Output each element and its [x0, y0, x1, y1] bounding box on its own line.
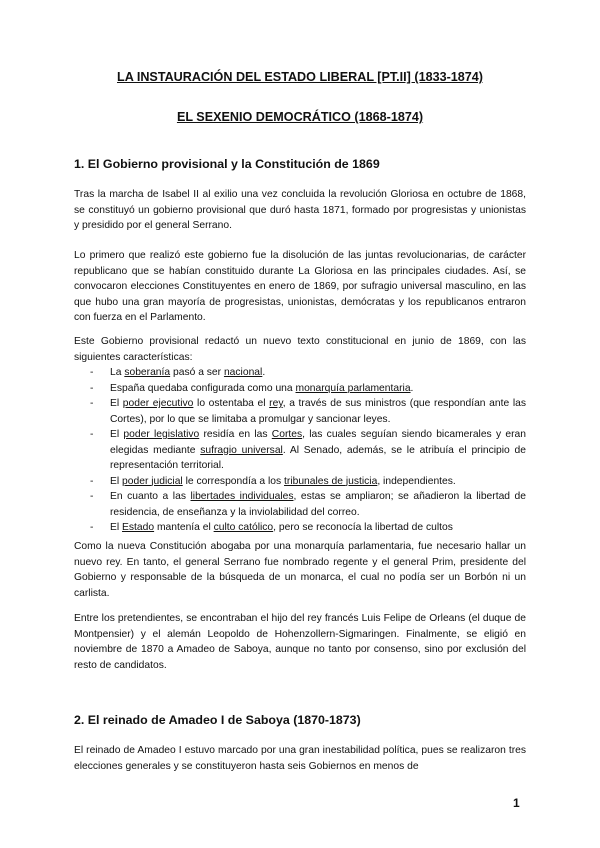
section-1-paragraph-2: Lo primero que realizó este gobierno fue la disolución de las juntas revolucionarias, de carácter republicano que se habían constituido durante La Gloriosa en las principales ciudades. Así, se convocaron elecciones Constituyentes en enero de 1869, por sufragio universal masculino, en las que hubo una gran mayoría de progresistas, unionistas, demócratas y los republicanos entraron con fuerza en el Parlamento. [74, 250, 526, 323]
section-1-paragraph-3: Este Gobierno provisional redactó un nuevo texto constitucional en junio de 1869, con las siguientes características: [74, 336, 526, 363]
page-number: 1 [513, 796, 520, 810]
list-item: - El poder ejecutivo lo ostentaba el rey, a través de sus ministros (que respondían ante las Cortes), por lo que se limitaba a promulgar y sancionar leyes. [90, 398, 526, 425]
section-2-paragraph-1: El reinado de Amadeo I estuvo marcado por una gran inestabilidad política, pues se realizaron tres elecciones generales y se constituyeron hasta seis Gobiernos en menos de [74, 745, 526, 772]
section-1-paragraph-1: Tras la marcha de Isabel II al exilio una vez concluida la revolución Gloriosa en octubre de 1868, se constituyó un gobierno provisional que duró hasta 1871, formado por progresistas y unionistas y presidido por el general Serrano. [74, 189, 526, 231]
list-item: - El Estado mantenía el culto católico, pero se reconocía la libertad de cultos [90, 522, 453, 533]
list-item: - España quedaba configurada como una monarquía parlamentaria. [90, 382, 414, 394]
section-1-heading: 1. El Gobierno provisional y la Constitución de 1869 [74, 157, 380, 171]
document-title: LA INSTAURACIÓN DEL ESTADO LIBERAL [PT.II] (1833-1874) [117, 70, 483, 84]
section-2-heading: 2. El reinado de Amadeo I de Saboya (1870-1873) [74, 713, 361, 727]
list-item: - El poder judicial le correspondía a los tribunales de justicia, independientes. [90, 475, 456, 487]
list-item: - El poder legislativo residía en las Cortes, las cuales seguían siendo bicamerales y eran elegidas mediante sufragio universal. Al Senado, además, se le atribuía el principio de representación territorial. [90, 429, 526, 471]
section-1-paragraph-5: Entre los pretendientes, se encontraban el hijo del rey francés Luis Felipe de Orleans (el duque de Montpensier) y el alemán Leopoldo de Hohenzollern-Sigmaringen. Finalmente, se eligió en noviembre de 1870 a Amadeo de Saboya, aunque no tanto por consenso, sino por exclusión del resto de candidatos. [74, 613, 526, 671]
document-subtitle: EL SEXENIO DEMOCRÁTICO (1868-1874) [176, 110, 424, 124]
section-1-paragraph-4: Como la nueva Constitución abogaba por una monarquía parlamentaria, fue necesario hallar un nuevo rey. En tanto, el general Serrano fue nombrado regente y el general Prim, presidente del Gobierno y responsable de la búsqueda de un monarca, el cual no podía ser un Borbón ni un carlista. [74, 541, 526, 599]
list-item: - La soberanía pasó a ser nacional. [90, 367, 266, 378]
constitution-features-list [74, 365, 526, 536]
list-item: - En cuanto a las libertades individuales, estas se ampliaron; se añadieron la libertad de residencia, de enseñanza y la inviolabilidad del correo. [90, 491, 526, 518]
